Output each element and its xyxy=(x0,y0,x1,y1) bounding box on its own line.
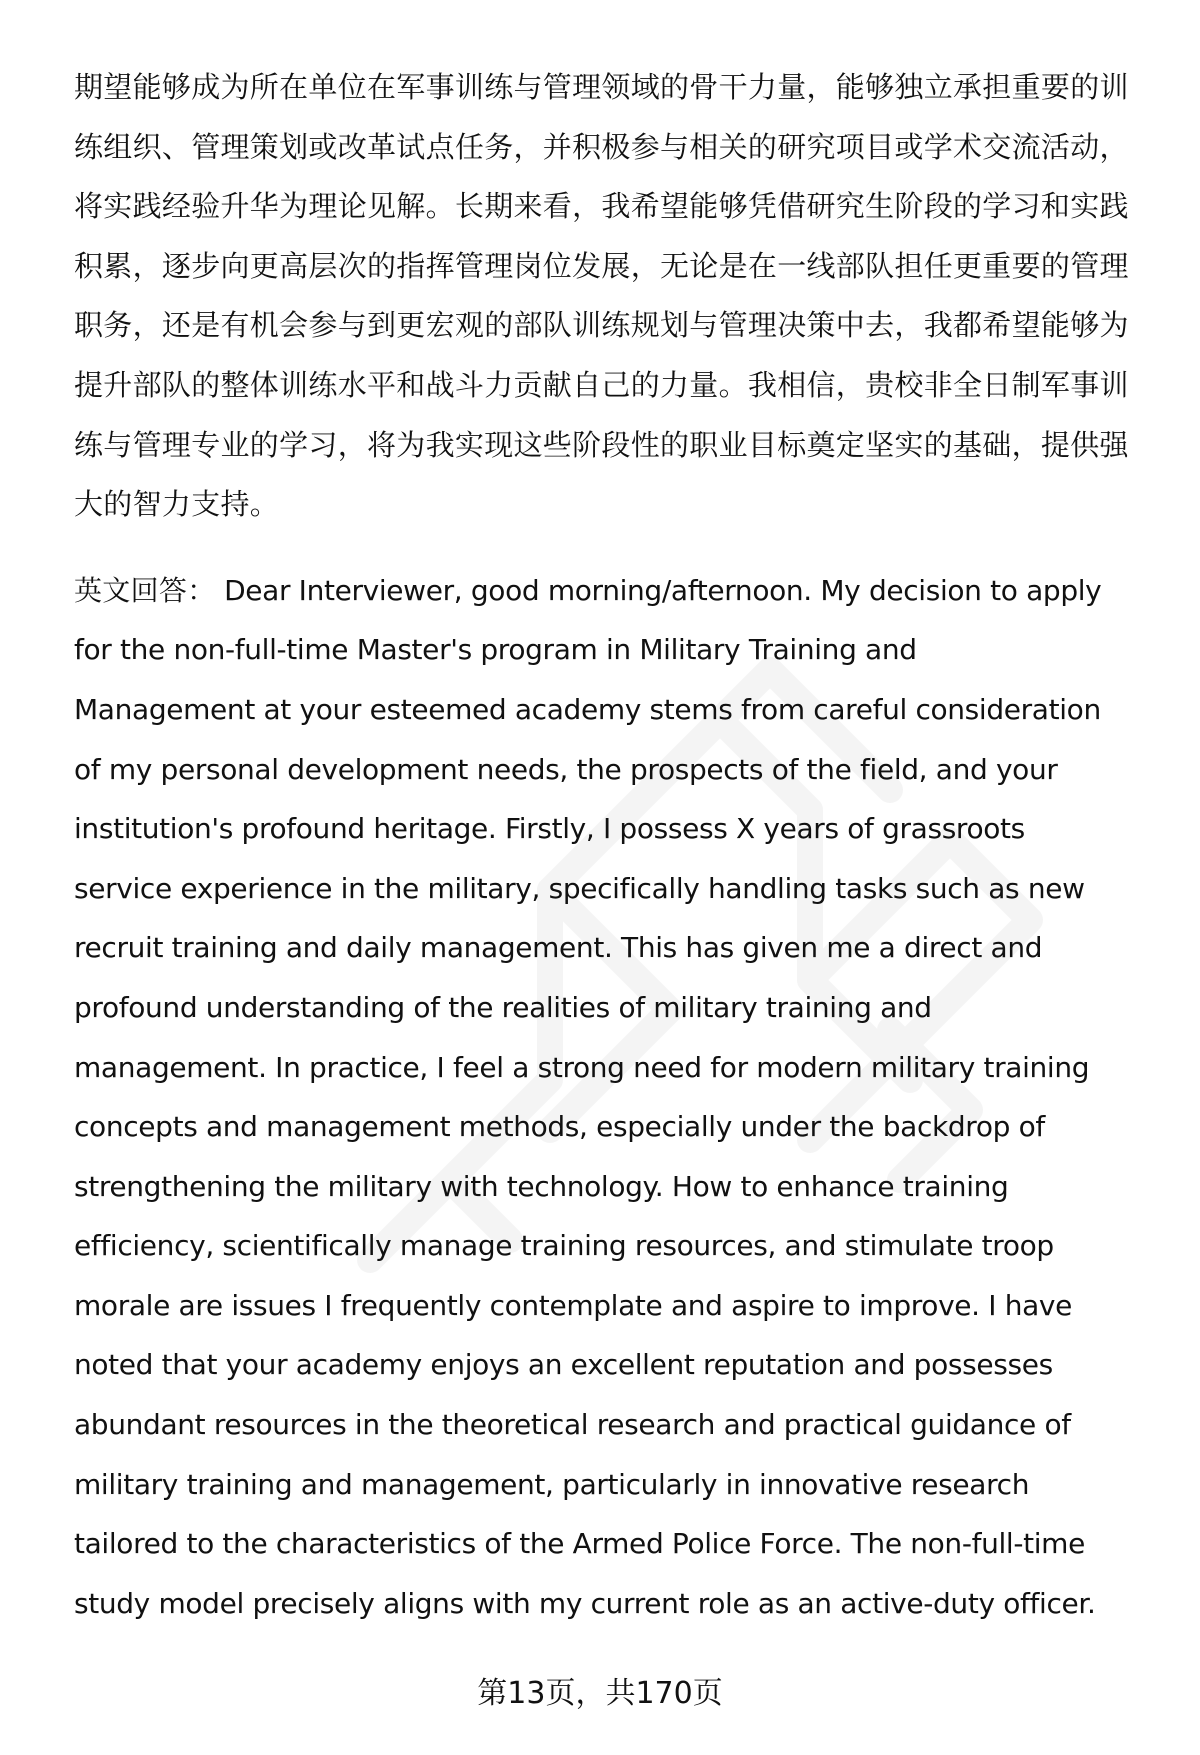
page-number-footer: 第13页，共170页 xyxy=(477,1676,723,1711)
text-line: service experience in the military, specifically handling tasks such as new xyxy=(74,871,1085,905)
text-line: 练组织、管理策划或改革试点任务，并积极参与相关的研究项目或学术交流活动， xyxy=(74,129,1129,164)
text-line: 积累，逐步向更高层次的指挥管理岗位发展，无论是在一线部队担任更重要的管理 xyxy=(74,248,1129,283)
text-line: 职务，还是有机会参与到更宏观的部队训练规划与管理决策中去，我都希望能够为 xyxy=(74,308,1129,343)
text-line: management. In practice, I feel a strong need for modern military training xyxy=(74,1050,1090,1084)
text-line: military training and management, particularly in innovative research xyxy=(74,1467,1030,1501)
text-line: 练与管理专业的学习，将为我实现这些阶段性的职业目标奠定坚实的基础，提供强 xyxy=(74,427,1129,462)
english-first-line-text: Dear Interviewer, good morning/afternoon. My decision to apply xyxy=(215,573,1102,607)
text-line: 大的智力支持。 xyxy=(74,487,280,522)
text-line: Management at your esteemed academy stems from careful consideration xyxy=(74,692,1101,726)
text-line: of my personal development needs, the prospects of the field, and your xyxy=(74,752,1058,786)
text-line: efficiency, scientifically manage training resources, and stimulate troop xyxy=(74,1229,1054,1263)
document-body xyxy=(74,58,1154,1633)
text-line xyxy=(74,561,1154,621)
text-line: recruit training and daily management. This has given me a direct and xyxy=(74,931,1043,965)
english-answer-paragraph xyxy=(74,561,1154,1634)
english-answer-label: 英文回答： xyxy=(74,573,216,607)
text-line: tailored to the characteristics of the Armed Police Force. The non-full-time xyxy=(74,1527,1085,1561)
text-line: 期望能够成为所在单位在军事训练与管理领域的骨干力量，能够独立承担重要的训 xyxy=(74,70,1129,104)
chinese-answer-paragraph xyxy=(74,58,1154,535)
text-line: 将实践经验升华为理论见解。长期来看，我希望能够凭借研究生阶段的学习和实践 xyxy=(74,189,1129,224)
text-line: abundant resources in the theoretical research and practical guidance of xyxy=(74,1408,1071,1442)
text-line: noted that your academy enjoys an excellent reputation and possesses xyxy=(74,1348,1053,1382)
text-line: concepts and management methods, especially under the backdrop of xyxy=(74,1110,1045,1144)
text-line: study model precisely aligns with my current role as an active-duty officer. xyxy=(74,1586,1096,1620)
text-line: morale are issues I frequently contemplate and aspire to improve. I have xyxy=(74,1288,1073,1322)
text-line: for the non-full-time Master's program in Military Training and xyxy=(74,633,917,667)
text-line: profound understanding of the realities of military training and xyxy=(74,990,932,1024)
text-line: strengthening the military with technology. How to enhance training xyxy=(74,1169,1009,1203)
text-line: institution's profound heritage. Firstly, I possess X years of grassroots xyxy=(74,812,1025,846)
text-line: 提升部队的整体训练水平和战斗力贡献自己的力量。我相信，贵校非全日制军事训 xyxy=(74,367,1129,402)
